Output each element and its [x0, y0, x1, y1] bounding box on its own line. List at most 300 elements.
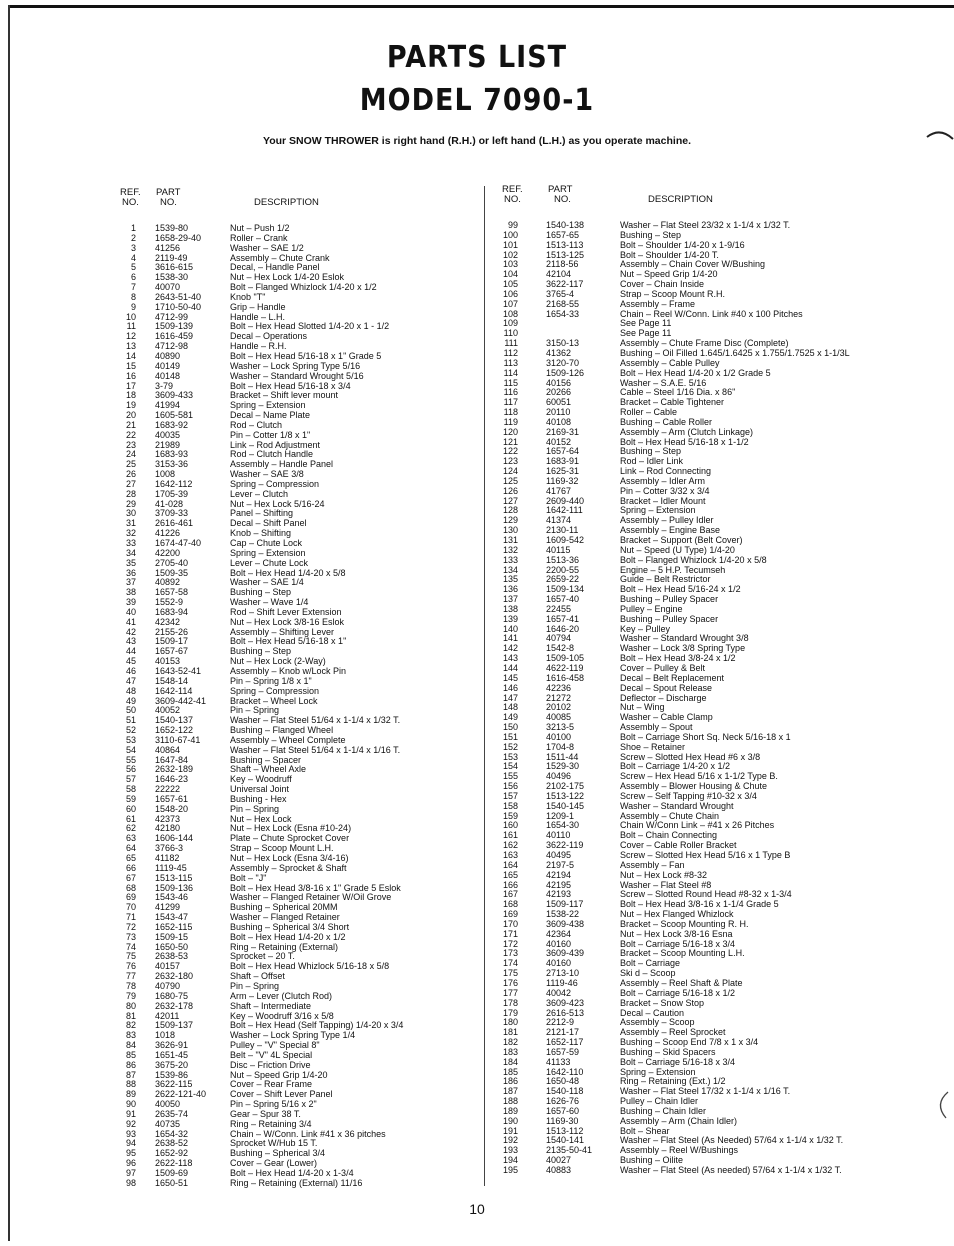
part-description: Ring – Retaining 3/4: [230, 1118, 312, 1129]
part-description: Screw – Self Tapping #10-32 x 3/4: [620, 790, 757, 801]
part-number: 1652-115: [155, 921, 193, 932]
part-description: Assembly – Pulley Idler: [620, 515, 714, 526]
part-description: Bushing – Pulley Spacer: [620, 613, 719, 624]
page-number: 10: [469, 1201, 485, 1217]
ref-number: 169: [502, 909, 518, 920]
part-number: 1513-112: [546, 1125, 584, 1136]
part-number: 40035: [155, 429, 181, 440]
part-description: Pin – Spring: [230, 705, 280, 716]
part-number: 3609-442-41: [155, 695, 207, 706]
part-description: Washer – SAE 1/4: [230, 577, 304, 588]
part-number: 1509-17: [155, 636, 189, 647]
part-number: 3616-615: [155, 262, 194, 273]
part-description: Cover – Cable Roller Bracket: [620, 840, 737, 851]
ref-number: 171: [502, 928, 518, 939]
part-description: Assembly – Arm (Clutch Linkage): [620, 426, 754, 437]
part-number: 2635-74: [155, 1108, 189, 1119]
part-number: 3609-423: [546, 997, 585, 1008]
part-number: 1543-47: [155, 912, 189, 923]
ref-number: 191: [502, 1125, 518, 1136]
ref-number: 85: [125, 1049, 136, 1060]
part-number: 1625-31: [546, 466, 580, 477]
part-description: Cap – Chute Lock: [230, 538, 303, 548]
ref-number: 44: [125, 646, 136, 657]
part-number: 2130-11: [546, 525, 579, 536]
part-description: Cover – Gear (Lower): [230, 1158, 318, 1169]
part-description: Washer – Flat Steel 51/64 x 1-1/4 x 1/32 T.: [230, 715, 401, 726]
ref-number: 189: [502, 1105, 518, 1116]
ref-number: 29: [125, 498, 136, 509]
part-number: 1705-39: [155, 488, 189, 499]
part-description: Shaft – Intermediate: [230, 1000, 312, 1011]
part-description: Bushing – Spherical 20MM: [230, 902, 338, 913]
part-number: 41133: [546, 1056, 571, 1067]
ref-number: 96: [125, 1158, 136, 1169]
ref-number: 141: [502, 633, 518, 644]
part-description: Washer – SAE 3/8: [230, 469, 304, 480]
part-number: 1509-139: [155, 321, 194, 332]
part-number: 2616-513: [546, 1007, 585, 1018]
part-description: Strap – Scoop Mount R.H.: [620, 288, 726, 299]
ref-number: 77: [125, 971, 136, 982]
ref-number: 46: [125, 665, 136, 676]
part-number: 1509-69: [155, 1168, 189, 1178]
part-number: 1008: [155, 469, 176, 480]
part-number: 3622-119: [546, 840, 584, 851]
part-number: 1652-122: [155, 725, 194, 736]
ref-number: 5: [130, 262, 136, 273]
part-description: Washer – S.A.E. 5/16: [620, 377, 707, 388]
ref-number: 35: [125, 557, 136, 568]
part-number: 1704-8: [546, 741, 575, 752]
part-description: Nut – Hex Lock 3/8-16 Esna: [620, 928, 733, 939]
part-number: 41226: [155, 528, 181, 539]
part-description: Bolt – Carriage 5/16-18 x 1/2: [620, 987, 736, 998]
part-description: Bushing – Scoop End 7/8 x 1 x 3/4: [620, 1037, 759, 1048]
part-number: 40496: [546, 771, 572, 782]
ref-number: 99: [507, 220, 518, 230]
ref-header: REF. NO.: [502, 184, 523, 205]
ref-number: 82: [125, 1020, 136, 1031]
ref-number: 97: [125, 1168, 136, 1178]
part-number: 3110-67-41: [155, 734, 201, 745]
part-number: 1657-65: [546, 229, 580, 240]
part-description: Bolt – Hex Head 5/16-18 x 3/4: [230, 380, 351, 391]
part-description: Bracket – Shift lever mount: [230, 390, 339, 401]
ref-number: 37: [125, 577, 136, 588]
part-number: 2118-56: [546, 259, 579, 270]
part-description: Decal – Shift Panel: [230, 518, 307, 529]
part-description: Bracket – Scoop Mounting L.H.: [620, 948, 745, 959]
part-number: 1683-94: [155, 606, 189, 617]
ref-number: 118: [503, 407, 518, 418]
part-number: 40148: [155, 370, 181, 381]
ref-number: 160: [502, 820, 518, 831]
ref-number: 38: [125, 587, 136, 598]
part-description: Nut – Wing: [620, 702, 665, 713]
ref-number: 163: [502, 850, 518, 860]
part-description: Bushing – Step: [620, 446, 682, 457]
part-number: 2638-52: [155, 1138, 189, 1149]
part-description: Lever – Chute Lock: [230, 557, 309, 568]
part-description: Nut – Speed Grip 1/4-20: [620, 269, 718, 280]
ref-number: 102: [502, 249, 518, 260]
part-number: 1511-44: [546, 751, 579, 762]
table-header: [498, 185, 918, 221]
part-number: 1650-50: [155, 941, 189, 952]
part-number: 1683-93: [155, 449, 189, 460]
part-description: Cover – Pulley & Belt: [620, 662, 706, 673]
part-number: 22455: [546, 603, 572, 614]
part-number: 4712-98: [155, 341, 189, 352]
part-description: Bolt – Hex Head 5/16-24 x 1/2: [620, 584, 741, 595]
part-number: 1646-23: [155, 774, 189, 785]
part-description: Decal, – Handle Panel: [230, 262, 320, 273]
part-description: Assembly – Scoop: [620, 1017, 695, 1028]
part-description: Bracket – Scoop Mounting R. H.: [620, 918, 749, 929]
part-number: 1658-29-40: [155, 232, 202, 243]
ref-number: 39: [125, 597, 136, 608]
ref-number: 23: [125, 439, 136, 450]
part-description: Washer – Wave 1/4: [230, 597, 309, 608]
ref-number: 172: [502, 938, 518, 949]
part-number: 40790: [155, 980, 181, 991]
part-description: Bracket – Idler Mount: [620, 495, 706, 506]
part-description: Assembly – Chain Cover W/Bushing: [620, 259, 766, 270]
part-description: Bolt – Hex Head 5/16-18 x 1": [230, 636, 347, 647]
ref-number: 144: [502, 662, 518, 673]
part-description: Nut – Hex Flanged Whizlock: [620, 909, 734, 920]
ref-number: 157: [502, 790, 518, 801]
ref-number: 95: [125, 1148, 136, 1159]
ref-number: 78: [125, 980, 136, 991]
part-number: 2616-461: [155, 518, 194, 529]
part-description: Nut – Hex Lock (Esna #10-24): [230, 823, 352, 834]
part-description: Spring – Extension: [230, 547, 306, 558]
part-description: Spring – Compression: [230, 685, 320, 696]
part-number: 60051: [546, 397, 572, 408]
part-number: 1509-105: [546, 653, 585, 664]
parts-table-left: [120, 188, 480, 1189]
part-number: 3120-70: [546, 357, 580, 368]
ref-number: 109: [502, 318, 518, 329]
part-number: 2705-40: [155, 557, 189, 568]
part-description: Bracket – Snow Stop: [620, 997, 705, 1008]
ref-header: REF. NO.: [120, 187, 141, 208]
part-number: 1680-75: [155, 990, 189, 1001]
part-number: 2155-26: [155, 626, 189, 637]
ref-number: 19: [125, 400, 136, 411]
part-description: Bushing – Spherical 3/4 Short: [230, 921, 350, 932]
ref-number: 135: [502, 574, 518, 585]
ref-number: 25: [125, 459, 136, 470]
part-number: 40153: [155, 656, 181, 667]
ref-number: 79: [125, 990, 136, 1001]
part-number: 42180: [155, 823, 181, 834]
part-description: Bolt – Carriage 5/16-18 x 3/4: [620, 1056, 736, 1067]
ref-number: 42: [125, 626, 136, 637]
part-number: 1509-117: [546, 899, 584, 910]
part-description: Bolt – Shoulder 1/4-20 T.: [620, 249, 719, 260]
part-description: Washer – Lock Spring Type 5/16: [230, 360, 361, 371]
part-description: Key – Woodruff: [230, 774, 292, 785]
ref-number: 22: [125, 429, 136, 440]
part-description: Chain – Reel W/Conn. Link #40 x 100 Pitches: [620, 308, 803, 319]
ref-number: 27: [125, 478, 136, 489]
ref-number: 60: [125, 803, 136, 814]
description-header: DESCRIPTION: [648, 194, 713, 205]
part-description: Strap – Scoop Mount L.H.: [230, 843, 334, 854]
part-description: Nut – Speed Grip 1/4-20: [230, 1069, 328, 1080]
part-number: 1657-59: [546, 1046, 580, 1057]
part-number: 40152: [546, 436, 572, 447]
part-number: 1642-114: [155, 685, 193, 696]
ref-number: 129: [502, 515, 518, 526]
ref-number: 155: [502, 771, 518, 782]
part-description: Assembly – Sprocket & Shaft: [230, 862, 347, 873]
ref-number: 151: [502, 731, 518, 742]
part-description: Shaft – Wheel Axle: [230, 764, 307, 775]
part-number: 1209-1: [546, 810, 575, 821]
part-description: Nut – Hex Lock #8-32: [620, 869, 708, 880]
part-number: 1509-134: [546, 584, 585, 595]
part-description: Nut – Hex Lock (Esna 3/4-16): [230, 853, 349, 863]
part-description: Rod – Clutch Handle: [230, 449, 314, 460]
part-number: 1548-20: [155, 803, 189, 814]
part-description: Cover – Rear Frame: [230, 1079, 313, 1090]
ref-number: 11: [126, 321, 136, 332]
ref-number: 13: [125, 341, 136, 352]
part-number: 1513-122: [546, 790, 585, 801]
ref-number: 18: [125, 390, 136, 401]
ref-number: 195: [502, 1165, 518, 1175]
ref-number: 63: [125, 833, 136, 844]
part-number: 1552-9: [155, 597, 184, 608]
ref-number: 132: [502, 544, 518, 555]
part-number: 40050: [155, 1099, 181, 1110]
part-number: 1646-20: [546, 623, 580, 634]
ref-number: 164: [502, 859, 518, 870]
part-description: Spring – Extension: [620, 1066, 696, 1077]
part-number: 42342: [155, 616, 181, 627]
ref-number: 193: [502, 1145, 518, 1156]
part-number: 1674-47-40: [155, 538, 202, 548]
ref-number: 107: [502, 298, 518, 309]
part-number: 1652-117: [546, 1037, 584, 1048]
part-description: Washer – Cable Clamp: [620, 712, 713, 723]
part-description: Assembly – Reel Shaft & Plate: [620, 977, 743, 988]
ref-number: 80: [125, 1000, 136, 1011]
table-row: [498, 319, 918, 329]
part-number: 1642-112: [155, 478, 193, 489]
part-number: 1657-60: [546, 1105, 580, 1116]
part-description: Pin – Spring: [230, 803, 280, 814]
ref-number: 98: [125, 1177, 136, 1188]
part-number: 42104: [546, 269, 572, 280]
ref-number: 81: [125, 1010, 136, 1021]
part-description: Chain W/Conn Link – #41 x 26 Pitches: [620, 820, 775, 831]
ref-number: 94: [125, 1138, 136, 1149]
ref-number: 40: [125, 606, 136, 617]
part-description: Bolt – Hex Head 1/4-20 x 5/8: [230, 567, 346, 578]
part-description: Bushing – Cable Roller: [620, 416, 713, 427]
part-description: Bushing – Spacer: [230, 754, 302, 765]
part-number: 1657-67: [155, 646, 189, 657]
part-number: 42011: [155, 1010, 180, 1021]
ref-number: 119: [503, 416, 518, 427]
part-number: 3766-3: [155, 843, 184, 854]
ref-number: 16: [125, 370, 136, 381]
part-description: Bushing – Oil Filled 1.645/1.6425 x 1.755/1.7525 x 1-1/3L: [620, 347, 850, 358]
part-description: Bolt – Shear: [620, 1125, 670, 1136]
ref-number: 113: [503, 357, 518, 368]
part-number: 3626-91: [155, 1040, 189, 1051]
description-header: DESCRIPTION: [254, 197, 319, 208]
ref-number: 150: [502, 722, 518, 733]
ref-number: 57: [125, 774, 136, 785]
part-description: Bolt – Hex Head 5/16-18 x 1" Grade 5: [230, 350, 382, 361]
ref-number: 192: [502, 1135, 518, 1146]
ref-number: 145: [502, 672, 518, 683]
ref-number: 87: [125, 1069, 136, 1080]
ref-number: 43: [125, 636, 136, 647]
part-description: Bolt – Hex Head 1/4-20 x 1/2 Grade 5: [620, 367, 771, 378]
part-number: 40157: [155, 961, 181, 972]
ref-number: 158: [502, 800, 518, 811]
part-description: Nut – Hex Lock 3/8-16 Eslok: [230, 616, 345, 627]
part-number: 1683-91: [546, 456, 580, 467]
part-description: Bolt – Hex Head 1/4-20 x 1-3/4: [230, 1168, 354, 1178]
part-number: 1543-46: [155, 892, 189, 903]
ref-number: 9: [130, 301, 136, 312]
part-number: 1119-45: [155, 862, 187, 873]
part-description: Washer – Lock Spring Type 1/4: [230, 1030, 356, 1041]
ref-number: 178: [502, 997, 518, 1008]
part-description: Assembly – Fan: [620, 859, 685, 870]
part-description: Screw – Slotted Hex Head #6 x 3/8: [620, 751, 761, 762]
part-number: 22222: [155, 784, 181, 795]
part-description: Nut – Speed (U Type) 1/4-20: [620, 544, 735, 555]
part-description: Pin – Spring 5/16 x 2": [230, 1099, 317, 1110]
part-description: Decal – Spout Release: [620, 682, 713, 693]
part-number: 1657-58: [155, 587, 189, 598]
part-number: 40042: [546, 987, 572, 998]
part-number: 1018: [155, 1030, 176, 1041]
part-number: 3153-36: [155, 459, 189, 470]
ref-number: 41: [125, 616, 136, 627]
ref-number: 133: [502, 554, 518, 565]
part-description: Pulley – Engine: [620, 603, 683, 614]
part-number: 1548-14: [155, 675, 189, 686]
part-number: 1540-118: [546, 1086, 584, 1097]
part-number: 40890: [155, 350, 181, 361]
part-number: 1616-458: [546, 672, 585, 683]
part-description: Washer – Flat Steel 23/32 x 1-1/4 x 1/32 T.: [620, 220, 791, 230]
part-description: See Page 11: [620, 318, 672, 329]
ref-number: 20: [125, 410, 136, 421]
ref-number: 14: [125, 350, 136, 361]
ref-number: 50: [125, 705, 136, 716]
top-border-rule: [8, 5, 954, 8]
ref-number: 156: [502, 781, 518, 792]
part-description: Rod – Shift Lever Extension: [230, 606, 342, 617]
part-description: Shoe – Retainer: [620, 741, 686, 752]
ref-number: 62: [125, 823, 136, 834]
part-number: 40883: [546, 1165, 572, 1175]
part-description: Washer – Flat Steel 17/32 x 1-1/4 x 1/16 T.: [620, 1086, 791, 1097]
part-number: 1642-110: [546, 1066, 584, 1077]
ref-number: 152: [502, 741, 518, 752]
ref-number: 115: [503, 377, 518, 388]
ref-number: 89: [125, 1089, 136, 1100]
ref-number: 127: [502, 495, 518, 506]
ref-number: 125: [502, 475, 518, 486]
part-number: 1605-581: [155, 410, 194, 421]
part-description: Assembly – Knob w/Lock Pin: [230, 665, 347, 676]
part-number: 1654-33: [546, 308, 580, 319]
part-number: 1642-111: [546, 505, 583, 516]
ref-number: 65: [125, 853, 136, 863]
part-description: Spring – Compression: [230, 478, 320, 489]
ref-number: 56: [125, 764, 136, 775]
part-description: Rod – Idler Link: [620, 456, 684, 467]
part-description: Assembly – Frame: [620, 298, 696, 309]
part-number: 2119-49: [155, 252, 188, 263]
part-number: 2200-55: [546, 564, 580, 575]
part-number: 2102-175: [546, 781, 585, 792]
part-description: Assembly – Idler Arm: [620, 475, 706, 486]
ref-number: 84: [125, 1040, 136, 1051]
part-number: 1710-50-40: [155, 301, 202, 312]
part-number: 41-028: [155, 498, 184, 509]
part-description: Lever – Clutch: [230, 488, 289, 499]
handedness-note: Your SNOW THROWER is right hand (R.H.) or left hand (L.H.) as you operate machine.: [263, 135, 691, 147]
part-description: Bolt – Hex Head 3/8-16 x 1-1/4 Grade 5: [620, 899, 779, 910]
ref-number: 64: [125, 843, 136, 854]
part-description: Cover – Chain Inside: [620, 279, 705, 290]
part-description: Guide – Belt Restrictor: [620, 574, 711, 585]
ref-number: 66: [125, 862, 136, 873]
part-number: 40794: [546, 633, 572, 644]
column-divider: [484, 186, 485, 1186]
part-number: 2632-178: [155, 1000, 194, 1011]
ref-number: 116: [503, 387, 518, 398]
ref-number: 117: [503, 397, 518, 408]
part-number: 2622-118: [155, 1158, 193, 1169]
part-description: Pin – Cotter 3/32 x 3/4: [620, 485, 710, 496]
part-number: 1657-64: [546, 446, 580, 457]
part-number: 1509-15: [155, 931, 189, 942]
part-description: Ring – Retaining (External): [230, 941, 339, 952]
part-description: Nut – Hex Lock 5/16-24: [230, 498, 325, 509]
part-number: 1647-84: [155, 754, 189, 765]
part-description: Bushing – Flanged Wheel: [230, 725, 334, 736]
ref-number: 181: [502, 1027, 518, 1038]
part-number: 40108: [546, 416, 572, 427]
part-number: 1657-40: [546, 594, 580, 605]
part-number: 41994: [155, 400, 181, 411]
part-number: 1606-144: [155, 833, 194, 844]
ref-number: 187: [502, 1086, 518, 1097]
part-description: Washer – Flat Steel (As Needed) 57/64 x 1-1/4 x 1/32 T.: [620, 1135, 844, 1146]
part-description: Knob "T": [230, 291, 266, 302]
ref-number: 122: [502, 446, 518, 457]
part-number: 41299: [155, 902, 181, 913]
part-number: 2643-51-40: [155, 291, 202, 302]
part-description: Assembly – Shifting Lever: [230, 626, 335, 637]
part-number: 3622-117: [546, 279, 584, 290]
ref-number: 86: [125, 1059, 136, 1070]
